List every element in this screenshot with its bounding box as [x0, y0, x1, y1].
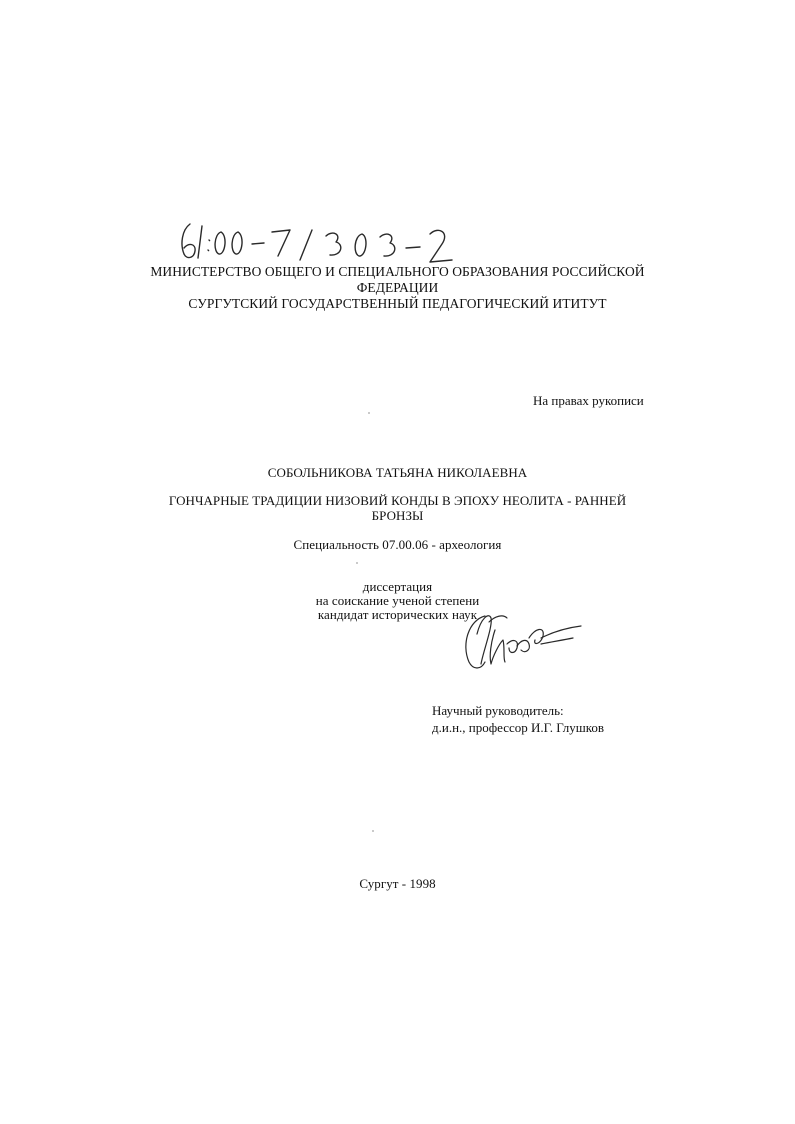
specialty: Специальность 07.00.06 - археология: [293, 537, 502, 552]
dissertation-title-line-2: БРОНЗЫ: [371, 508, 424, 523]
ministry-line-1: МИНИСТЕРСТВО ОБЩЕГО И СПЕЦИАЛЬНОГО ОБРАЗОВАНИЯ РОССИЙСКОЙ: [150, 264, 645, 279]
city-year: Сургут - 1998: [359, 876, 436, 891]
manuscript-note: На правах рукописи: [533, 393, 644, 408]
degree-line-3: кандидат исторических наук: [317, 607, 478, 622]
scan-speck: [372, 830, 374, 832]
degree-line-1: диссертация: [362, 579, 433, 594]
supervisor-label: Научный руководитель:: [432, 703, 564, 718]
ministry-line-2: ФЕДЕРАЦИИ: [356, 280, 439, 295]
supervisor-name: д.и.н., профессор И.Г. Глушков: [432, 720, 605, 735]
author-signature: [455, 604, 585, 676]
scan-speck: [356, 562, 358, 564]
degree-line-2: на соискание ученой степени: [315, 593, 480, 608]
institute-name: СУРГУТСКИЙ ГОСУДАРСТВЕННЫЙ ПЕДАГОГИЧЕСКИЙ ИТИТУТ: [188, 296, 607, 311]
handwritten-archive-number: [176, 210, 466, 270]
author-name: СОБОЛЬНИКОВА ТАТЬЯНА НИКОЛАЕВНА: [267, 465, 528, 480]
scan-speck: [368, 412, 370, 414]
dissertation-title-line-1: ГОНЧАРНЫЕ ТРАДИЦИИ НИЗОВИЙ КОНДЫ В ЭПОХУ НЕОЛИТА - РАННЕЙ: [168, 493, 627, 508]
